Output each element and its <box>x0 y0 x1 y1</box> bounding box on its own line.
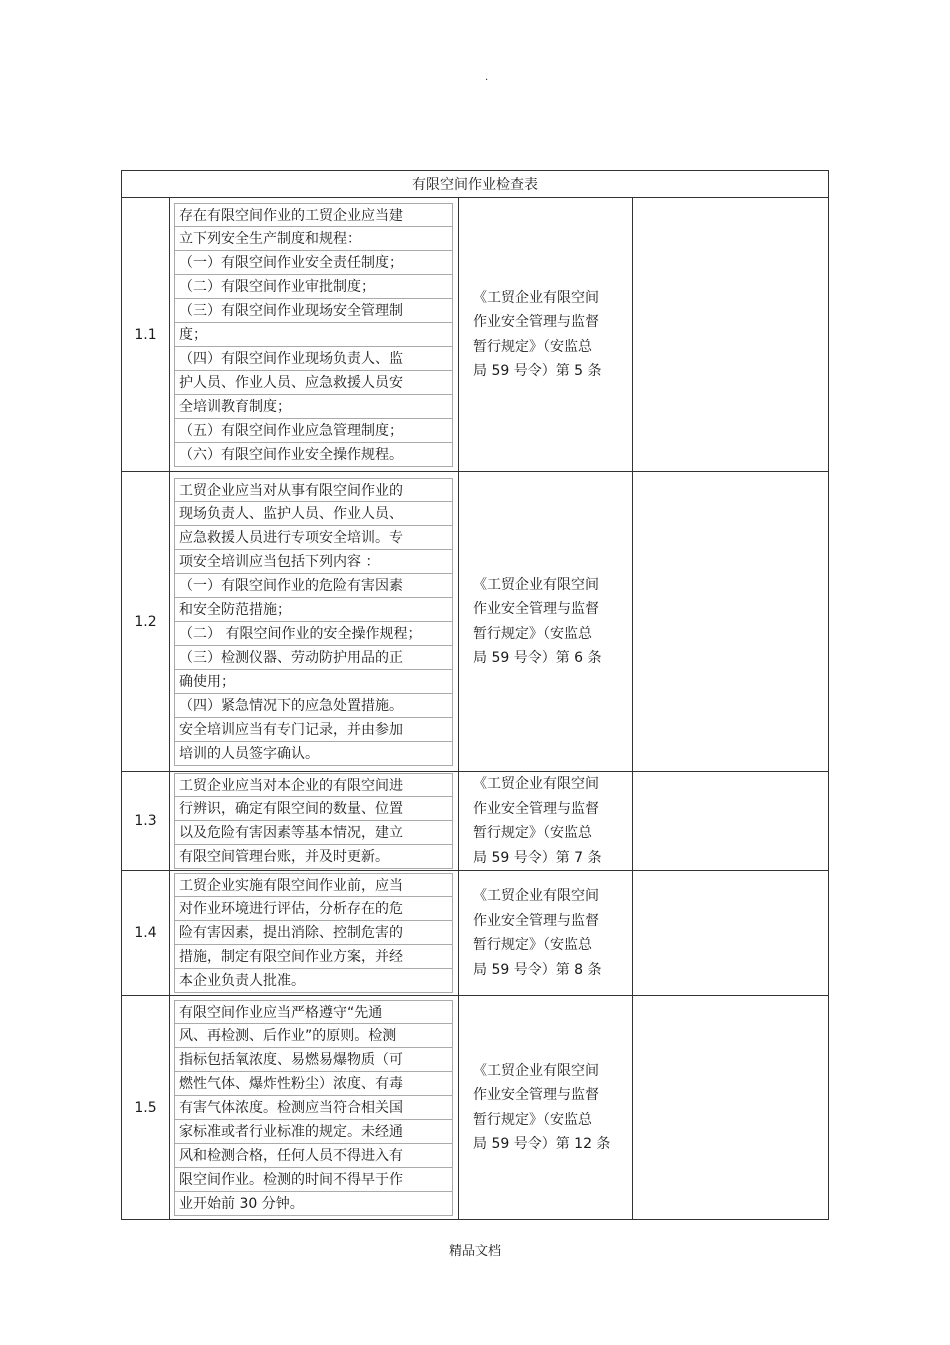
basis-cell <box>459 472 633 772</box>
requirement-line: 项安全培训应当包括下列内容 ： <box>174 550 453 574</box>
requirement-line: 存在有限空间作业的工贸企业应当建 <box>174 203 453 227</box>
basis-line: 《工贸企业有限空间 <box>473 1062 599 1079</box>
requirement-line: （五）有限空间作业应急管理制度； <box>174 419 453 443</box>
basis-line: 局 59 号令）第 8 条 <box>473 961 602 978</box>
requirement-line: （一）有限空间作业安全责任制度； <box>174 251 453 275</box>
requirement-line: （二） 有限空间作业的安全操作规程； <box>174 622 453 646</box>
result-cell[interactable] <box>633 198 829 472</box>
requirement-line: 工贸企业应当对本企业的有限空间进 <box>174 773 453 797</box>
requirement-line: 现场负责人、监护人员、作业人员、 <box>174 502 453 526</box>
basis-line: 暂行规定》（安监总 <box>473 937 592 953</box>
basis-line: 作业安全管理与监督 <box>473 912 599 929</box>
requirement-line: 应急救援人员进行专项安全培训。专 <box>174 526 453 550</box>
inspection-table <box>121 170 829 1220</box>
table-row <box>122 871 829 996</box>
requirement-line: 全培训教育制度； <box>174 395 453 419</box>
requirement-cell <box>170 871 459 996</box>
item-number: 1.2 <box>122 472 170 772</box>
requirement-line: 家标准或者行业标准的规定。未经通 <box>174 1120 453 1144</box>
result-cell[interactable] <box>633 472 829 772</box>
requirement-cell <box>170 996 459 1220</box>
requirement-line: 险有害因素，提出消除、控制危害的 <box>174 921 453 945</box>
requirement-line: 工贸企业实施有限空间作业前，应当 <box>174 873 453 897</box>
basis-line: 作业安全管理与监督 <box>473 1087 599 1103</box>
requirement-line: 指标包括氧浓度、易燃易爆物质（可 <box>174 1048 453 1072</box>
basis-line: 暂行规定》（安监总 <box>473 1111 592 1128</box>
basis-line: 《工贸企业有限空间 <box>473 776 599 792</box>
requirement-line: 培训的人员签字确认。 <box>174 742 453 766</box>
requirement-line: 确使用； <box>174 670 453 694</box>
basis-cell <box>459 996 633 1220</box>
requirement-line: 有限空间管理台账，并及时更新。 <box>174 845 453 869</box>
table-row <box>122 472 829 772</box>
basis-line: 《工贸企业有限空间 <box>473 576 599 593</box>
result-cell[interactable] <box>633 996 829 1220</box>
requirement-line: （四）有限空间作业现场负责人、监 <box>174 347 453 371</box>
basis-line: 暂行规定》（安监总 <box>473 625 592 642</box>
requirement-line: 安全培训应当有专门记录，并由参加 <box>174 718 453 742</box>
header-mark: . <box>485 72 489 83</box>
requirement-line: 有害气体浓度。检测应当符合相关国 <box>174 1096 453 1120</box>
requirement-line: （四）紧急情况下的应急处置措施。 <box>174 694 453 718</box>
requirement-line: 风和检测合格，任何人员不得进入有 <box>174 1144 453 1168</box>
requirement-line: 对作业环境进行评估，分析存在的危 <box>174 897 453 921</box>
footer-text: 精品文档 <box>448 1244 501 1259</box>
requirement-line: 有限空间作业应当严格遵守“先通 <box>174 1000 453 1024</box>
requirement-line: 措施，制定有限空间作业方案，并经 <box>174 945 453 969</box>
basis-line: 局 59 号令）第 6 条 <box>473 650 602 666</box>
requirement-line: 风、再检测、后作业”的原则。检测 <box>174 1024 453 1048</box>
requirement-line: 以及危险有害因素等基本情况，建立 <box>174 821 453 845</box>
item-number: 1.3 <box>122 772 170 871</box>
table-row <box>122 996 829 1220</box>
requirement-cell <box>170 772 459 871</box>
basis-line: 作业安全管理与监督 <box>473 601 599 617</box>
requirement-line: 燃性气体、爆炸性粉尘）浓度、有毒 <box>174 1072 453 1096</box>
basis-line: 局 59 号令）第 12 条 <box>473 1136 611 1152</box>
requirement-line: （六）有限空间作业安全操作规程。 <box>174 443 453 467</box>
basis-line: 《工贸企业有限空间 <box>473 888 599 904</box>
table-row <box>122 772 829 871</box>
requirement-line: 业开始前 30 分钟。 <box>174 1192 453 1216</box>
requirement-line: 限空间作业。检测的时间不得早于作 <box>174 1168 453 1192</box>
requirement-line: 度； <box>174 323 453 347</box>
result-cell[interactable] <box>633 871 829 996</box>
table-body <box>122 171 829 1220</box>
requirement-line: 和安全防范措施； <box>174 598 453 622</box>
requirement-line: 立下列安全生产制度和规程： <box>174 227 453 251</box>
item-number: 1.4 <box>122 871 170 996</box>
table-title: 有限空间作业检查表 <box>122 171 829 198</box>
requirement-cell <box>170 472 459 772</box>
basis-line: 作业安全管理与监督 <box>473 800 599 817</box>
basis-line: 暂行规定》（安监总 <box>473 338 592 355</box>
requirement-line: （二）有限空间作业审批制度； <box>174 275 453 299</box>
basis-cell <box>459 198 633 472</box>
table-row <box>122 198 829 472</box>
basis-cell <box>459 772 633 871</box>
item-number: 1.1 <box>122 198 170 472</box>
requirement-line: 工贸企业应当对从事有限空间作业的 <box>174 478 453 502</box>
requirement-line: 行辨识，确定有限空间的数量、位置 <box>174 797 453 821</box>
requirement-line: 本企业负责人批准。 <box>174 969 453 993</box>
basis-cell <box>459 871 633 996</box>
requirement-line: 护人员、作业人员、应急救援人员安 <box>174 371 453 395</box>
basis-line: 局 59 号令）第 5 条 <box>473 363 602 379</box>
basis-line: 《工贸企业有限空间 <box>473 289 599 306</box>
requirement-line: （三）有限空间作业现场安全管理制 <box>174 299 453 323</box>
requirement-line: （一）有限空间作业的危险有害因素 <box>174 574 453 598</box>
requirement-cell <box>170 198 459 472</box>
item-number: 1.5 <box>122 996 170 1220</box>
basis-line: 作业安全管理与监督 <box>473 314 599 330</box>
result-cell[interactable] <box>633 772 829 871</box>
basis-line: 暂行规定》（安监总 <box>473 825 592 841</box>
title-row <box>122 171 829 198</box>
basis-line: 局 59 号令）第 7 条 <box>473 849 602 866</box>
requirement-line: （三）检测仪器、劳动防护用品的正 <box>174 646 453 670</box>
